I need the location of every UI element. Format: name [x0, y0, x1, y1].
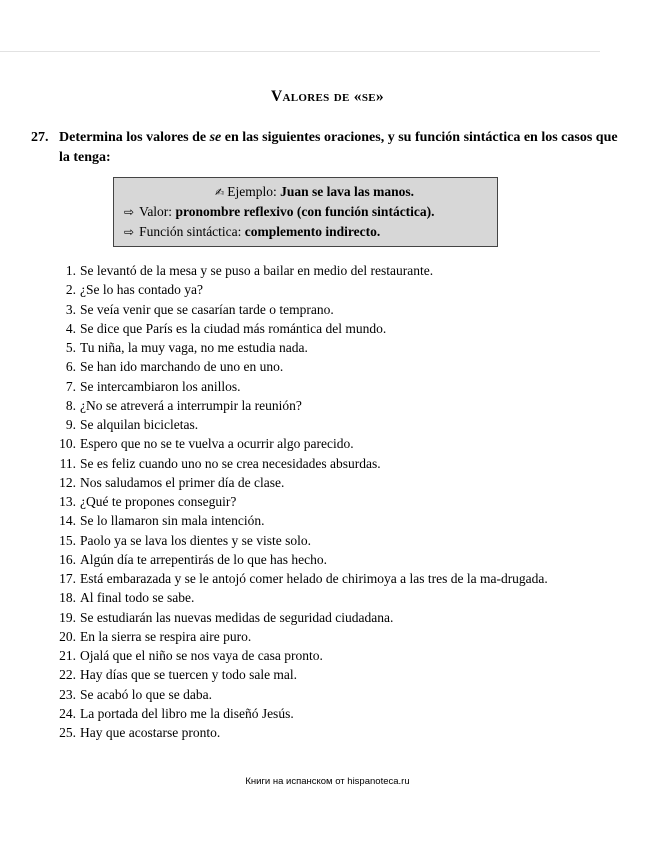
item-number: 7.	[65, 378, 76, 394]
item-text: Se dice que París es la ciudad más romántica del mundo.	[80, 320, 387, 336]
function-line	[114, 222, 497, 242]
value-label: Valor:	[139, 204, 173, 219]
item-text: Se han ido marchando de uno en uno.	[80, 359, 284, 375]
function-text: complemento indirecto.	[244, 224, 381, 239]
list-item	[55, 319, 615, 338]
page-title	[0, 88, 655, 106]
item-number: 23.	[59, 686, 76, 702]
item-text: Se intercambiaron los anillos.	[80, 378, 241, 394]
list-item	[55, 280, 615, 299]
item-number: 3.	[65, 301, 76, 317]
item-number: 8.	[65, 397, 76, 413]
item-number: 18.	[59, 590, 76, 606]
arrow-right-icon: ⇨	[124, 205, 135, 219]
item-number: 1.	[65, 263, 76, 278]
value-line	[114, 202, 497, 222]
item-text: ¿No se atreverá a interrumpir la reunión?	[80, 397, 302, 413]
sentence-list	[55, 261, 615, 742]
list-item	[55, 415, 615, 434]
item-number: 22.	[59, 667, 76, 683]
list-item	[55, 723, 615, 742]
item-text: Se veía venir que se casarían tarde o temprano.	[80, 301, 334, 317]
item-text: Espero que no se te vuelva a ocurrir algo parecido.	[80, 436, 354, 452]
item-text: Hay que acostarse pronto.	[80, 725, 221, 740]
item-text: Se es feliz cuando uno no se crea necesidades absurdas.	[80, 455, 381, 471]
example-box	[113, 177, 498, 247]
item-text: Se alquilan bicicletas.	[80, 417, 199, 432]
item-number: 13.	[59, 494, 76, 509]
item-text: Hay días que se tuercen y todo sale mal.	[80, 667, 298, 683]
exercise-number: 27.	[31, 130, 49, 145]
item-text: Algún día te arrepentirás de lo que has hecho.	[80, 551, 328, 567]
item-number: 10.	[59, 436, 76, 452]
item-text: ¿Se lo has contado ya?	[80, 282, 203, 298]
item-number: 9.	[65, 417, 76, 432]
list-item	[55, 608, 615, 627]
item-number: 20.	[59, 628, 76, 644]
item-text: Nos saludamos el primer día de clase.	[80, 474, 285, 490]
item-number: 25.	[59, 725, 76, 740]
example-sentence: Juan se lava las manos.	[280, 184, 414, 199]
list-item	[55, 550, 615, 569]
pen-icon: ✍	[215, 186, 225, 199]
item-number: 5.	[65, 340, 76, 355]
item-number: 24.	[59, 705, 76, 721]
item-number: 14.	[59, 513, 76, 529]
item-text: En la sierra se respira aire puro.	[80, 628, 252, 644]
item-text: Se acabó lo que se daba.	[80, 686, 212, 702]
item-number: 2.	[65, 282, 76, 298]
item-number: 17.	[59, 571, 76, 586]
list-item	[55, 588, 615, 607]
item-number: 15.	[59, 532, 76, 548]
exercise-text-italic: se	[209, 130, 222, 145]
item-text: Ojalá que el niño se nos vaya de casa pronto.	[80, 648, 323, 663]
item-number: 12.	[59, 474, 76, 490]
page-title-text: Valores de «se»	[271, 88, 384, 105]
item-number: 21.	[59, 648, 76, 663]
arrow-right-icon: ⇨	[124, 225, 135, 239]
item-text: Paolo ya se lava los dientes y se viste solo.	[80, 532, 311, 548]
list-item	[55, 473, 615, 492]
item-number: 6.	[65, 359, 76, 375]
exercise-statement	[31, 128, 621, 168]
item-text: ¿Qué te propones conseguir?	[80, 494, 237, 509]
list-item	[55, 685, 615, 704]
item-text: La portada del libro me la diseñó Jesús.	[80, 705, 294, 721]
list-item	[55, 627, 615, 646]
list-item	[55, 396, 615, 415]
list-item	[55, 665, 615, 684]
item-text: Se lo llamaron sin mala intención.	[80, 513, 265, 529]
item-text: Está embarazada y se le antojó comer helado de chirimoya a las tres de la ma-drugada.	[80, 571, 548, 586]
list-item	[55, 511, 615, 530]
example-line	[114, 182, 497, 202]
list-item	[55, 434, 615, 453]
list-item	[55, 492, 615, 511]
top-divider	[0, 51, 600, 52]
list-item	[55, 300, 615, 319]
exercise-text	[41, 128, 621, 168]
exercise-text-before: Determina los valores de	[59, 130, 210, 145]
function-label: Función sintáctica:	[139, 224, 242, 239]
item-number: 11.	[59, 455, 76, 471]
item-text: Tu niña, la muy vaga, no me estudia nada.	[80, 340, 308, 355]
item-text: Al final todo se sabe.	[80, 590, 195, 606]
item-number: 4.	[65, 320, 76, 336]
list-item	[55, 377, 615, 396]
item-text: Se levantó de la mesa y se puso a bailar en medio del restaurante.	[80, 263, 434, 278]
value-text: pronombre reflexivo (con función sintáctica).	[175, 204, 435, 219]
item-number: 16.	[59, 551, 76, 567]
item-number: 19.	[59, 609, 76, 625]
page-footer	[0, 776, 655, 787]
example-label: Ejemplo:	[227, 184, 277, 199]
list-item	[55, 704, 615, 723]
list-item	[55, 646, 615, 665]
list-item	[55, 531, 615, 550]
footer-text: Книги на испанском от hispanoteca.ru	[245, 776, 410, 787]
exercise-text-after: en las siguientes oraciones, y su función sintáctica en los casos que la tenga:	[59, 130, 618, 165]
list-item	[55, 454, 615, 473]
list-item	[55, 357, 615, 376]
list-item	[55, 338, 615, 357]
list-item	[55, 261, 615, 280]
item-text: Se estudiarán las nuevas medidas de seguridad ciudadana.	[80, 609, 394, 625]
list-item	[55, 569, 615, 588]
